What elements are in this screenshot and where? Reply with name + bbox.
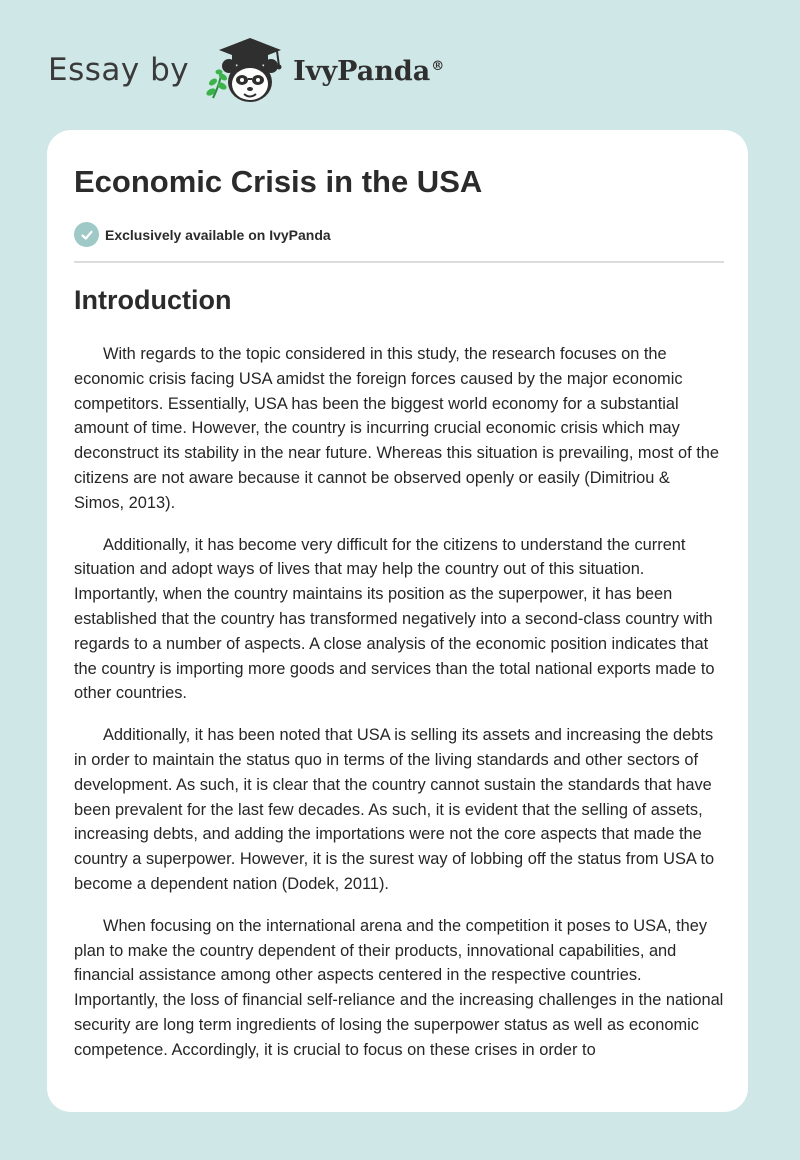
check-circle-icon: [74, 222, 99, 247]
brand-name[interactable]: IvyPanda®: [293, 55, 445, 87]
exclusive-badge: [74, 222, 331, 247]
article-body: [74, 342, 724, 1080]
paragraph: With regards to the topic considered in this study, the research focuses on the economic crisis facing USA amidst the foreign forces caused by the major economic competitors. Essentially, USA has been the biggest world economy for a substantial amount of time. However, the country is incurring crucial economic crisis which may deconstruct its stability in the near future. Whereas this situation is prevailing, most of the citizens are not aware because it cannot be observed openly or easily (Dimitriou & Simos, 2013).: [74, 345, 720, 512]
essay-card: [47, 130, 748, 1112]
paragraph: When focusing on the international arena and the competition it poses to USA, they plan to make the country dependent of their products, innovational capabilities, and financial assistance among other aspects centered in the respective countries. Importantly, the loss of financial self-reliance and the increasing challenges in the national security are long term ingredients of losing the superpower status as well as economic competence. Accordingly, it is crucial to focus on these crises in order to: [74, 916, 724, 1059]
page-title: Economic Crisis in the USA: [74, 164, 483, 199]
title-divider: [74, 261, 724, 263]
section-heading: Introduction: [74, 285, 232, 315]
site-header: [48, 36, 444, 108]
exclusive-badge-label: Exclusively available on IvyPanda: [105, 226, 331, 243]
essay-by-label: Essay by: [48, 52, 190, 88]
paragraph: Additionally, it has become very difficult for the citizens to understand the current situation and adopt ways of lives that may help the country out of this situation. Importantly, when the country maintains its position as the superpower, it has been established that the country has transformed negatively into a second-class country with regards to a number of aspects. A close analysis of the economic position indicates that the country is importing more goods and services than the total national exports made to other countries.: [74, 535, 715, 703]
panda-logo-icon[interactable]: [199, 36, 291, 108]
registered-mark: ®: [431, 58, 445, 74]
paragraph: Additionally, it has been noted that USA is selling its assets and increasing the debts in order to maintain the status quo in terms of the living standards and other sectors of development. As such, it is clear that the country cannot sustain the standards that have been prevalent for the last few decades. As such, it is evident that the selling of assets, increasing debts, and adding the importations were not the core aspects that made the country a superpower. However, it is the surest way of lobbing off the status from USA to become a dependent nation (Dodek, 2011).: [74, 726, 715, 893]
